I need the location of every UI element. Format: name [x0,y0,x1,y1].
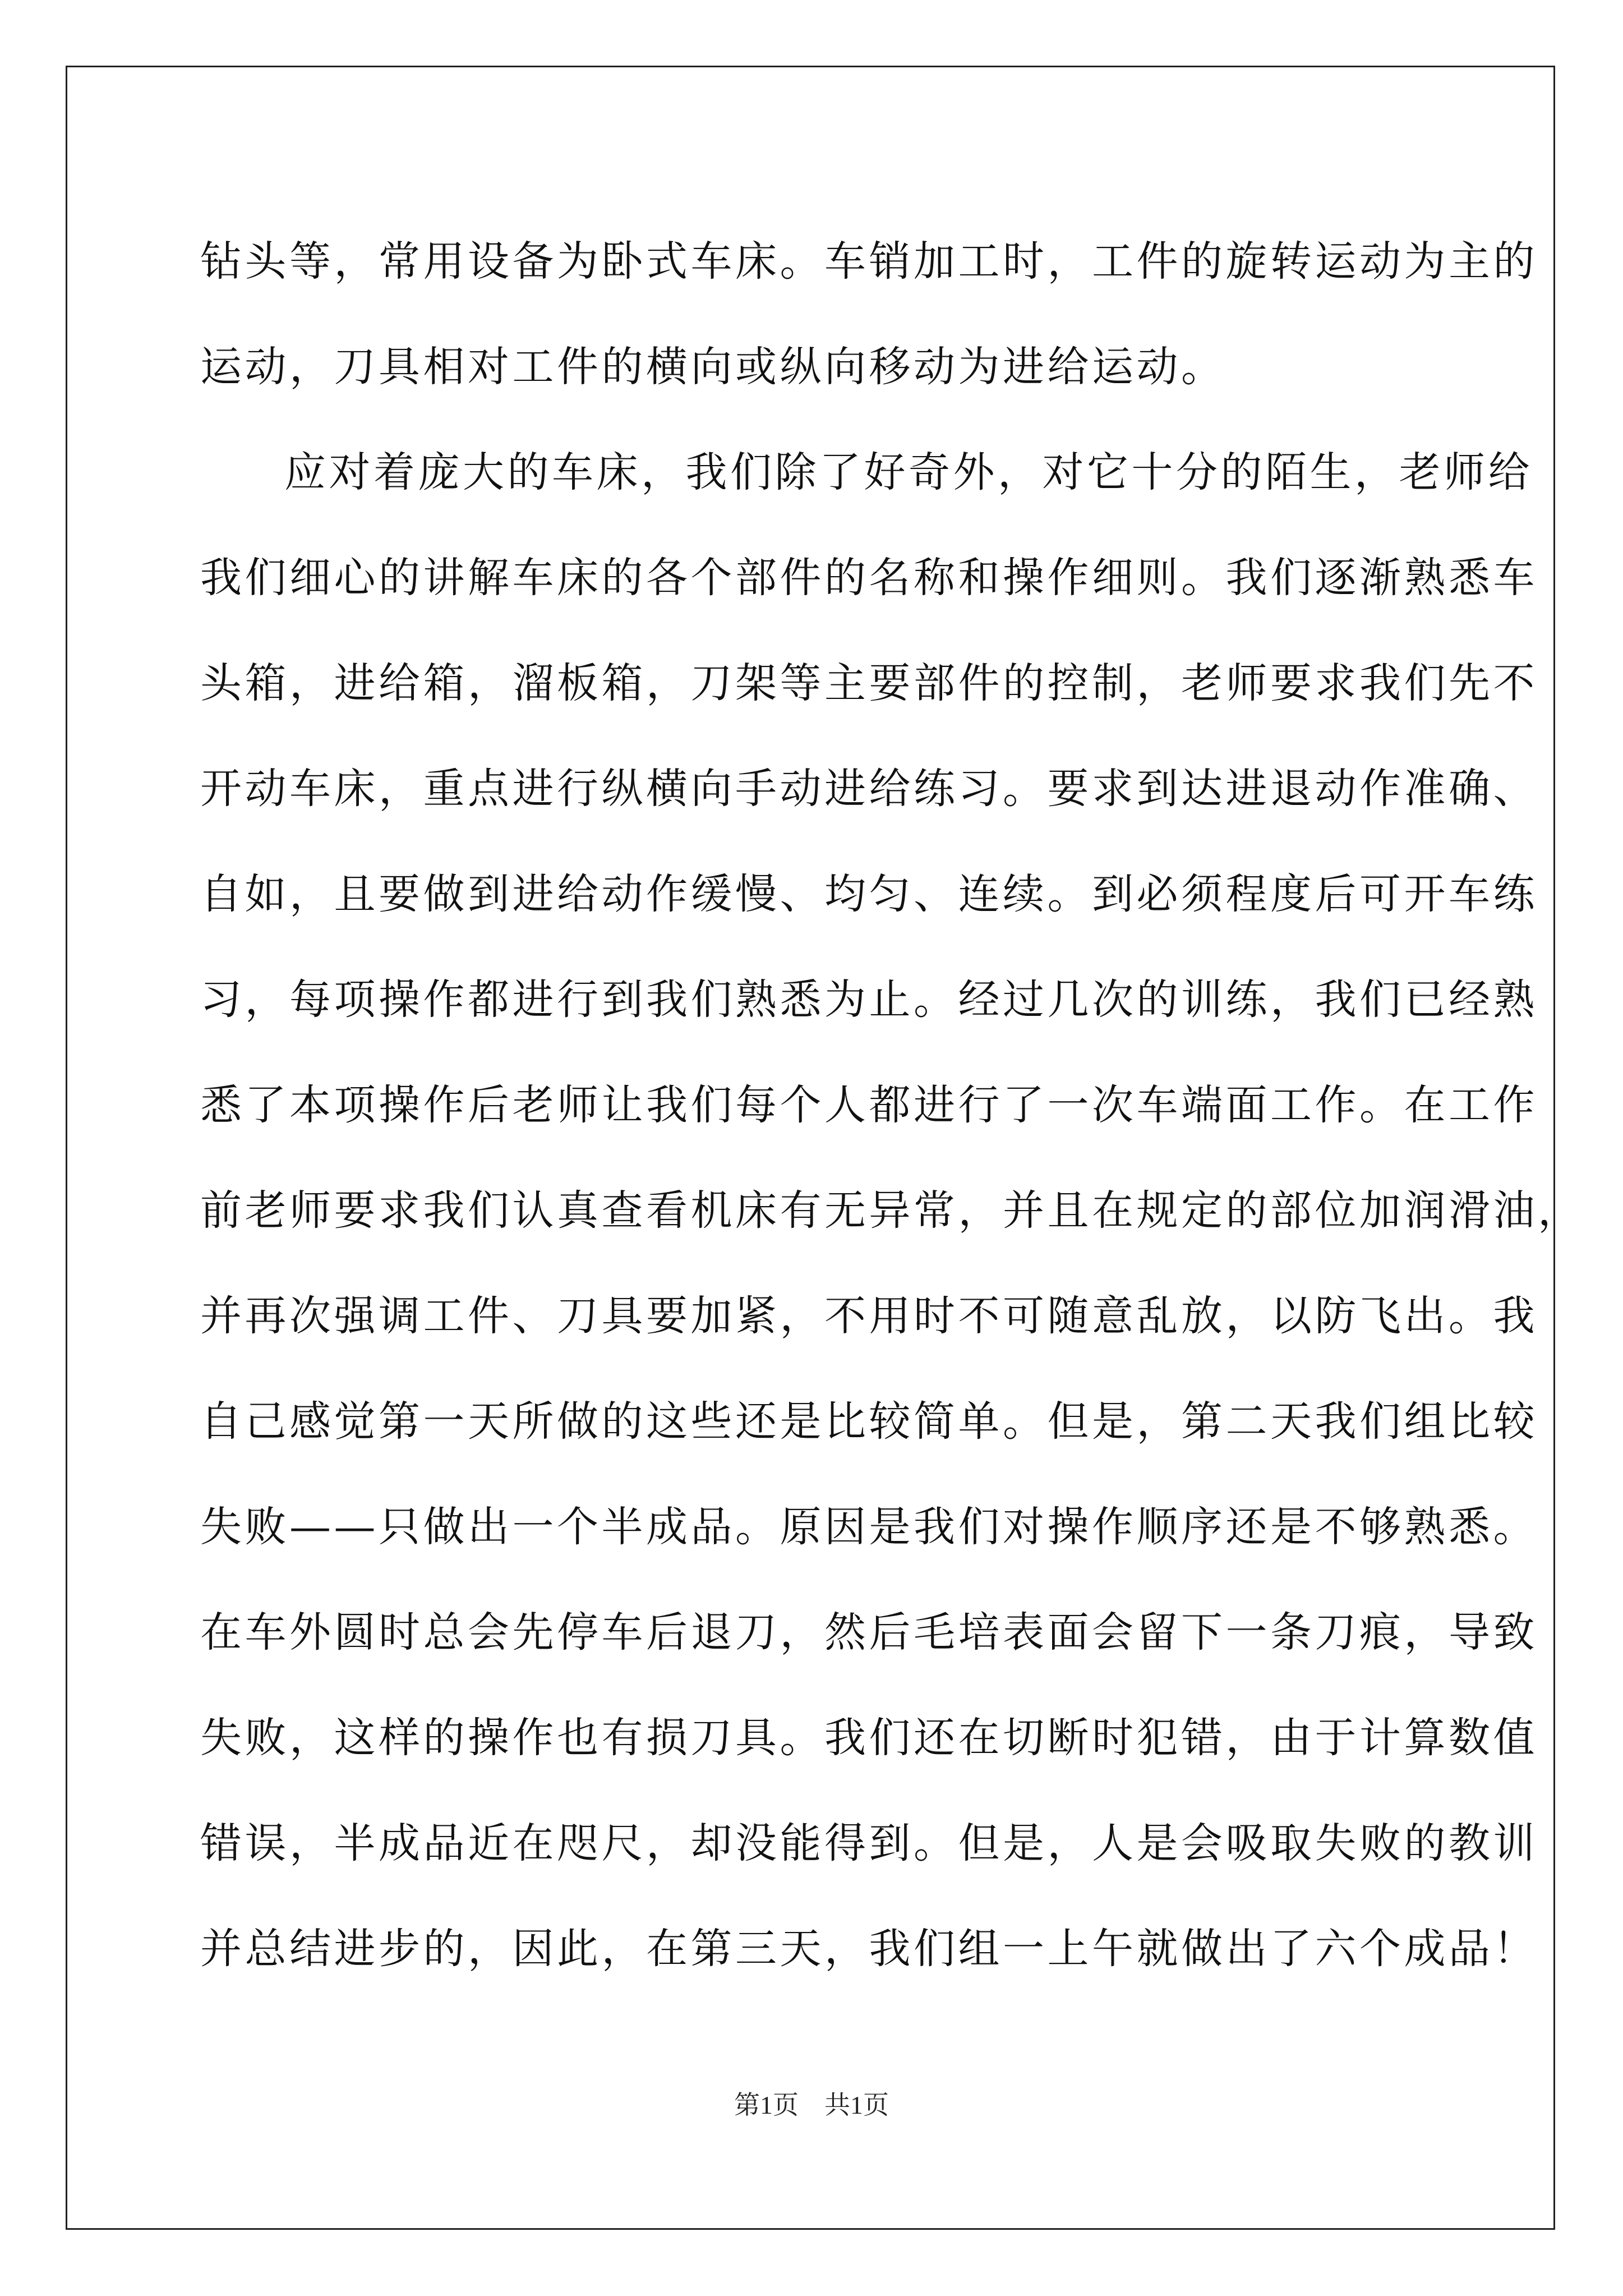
document-body [200,209,1583,2001]
text-line: 在车外圆时总会先停车后退刀，然后毛培表面会留下一条刀痕，导致 [200,1608,1538,1657]
page-number-footer: 第1页 共1页 [734,2091,889,2119]
text-line: 开动车床，重点进行纵横向手动进给练习。要求到达进退动作准确、 [200,765,1538,813]
text-line: 自己感觉第一天所做的这些还是比较简单。但是，第二天我们组比较 [200,1397,1538,1446]
text-line: 我们细心的讲解车床的各个部件的名称和操作细则。我们逐渐熟悉车 [200,554,1538,602]
text-line: 自如，且要做到进给动作缓慢、均匀、连续。到必须程度后可开车练 [200,870,1538,918]
text-line: 失败，这样的操作也有损刀具。我们还在切断时犯错，由于计算数值 [200,1714,1538,1762]
text-line: 头箱，进给箱，溜板箱，刀架等主要部件的控制，老师要求我们先不 [200,659,1538,707]
text-line: 错误，半成品近在咫尺，却没能得到。但是，人是会吸取失败的教训 [200,1819,1538,1867]
text-line: 前老师要求我们认真查看机床有无异常，并且在规定的部位加润滑油， [200,1186,1583,1235]
text-line: 悉了本项操作后老师让我们每个人都进行了一次车端面工作。在工作 [200,1081,1538,1129]
text-line: 钻头等，常用设备为卧式车床。车销加工时，工件的旋转运动为主的 [200,237,1538,286]
text-line: 失败——只做出一个半成品。原因是我们对操作顺序还是不够熟悉。 [200,1503,1538,1551]
text-line: 应对着庞大的车床，我们除了好奇外，对它十分的陌生，老师给 [284,448,1533,496]
text-line: 运动，刀具相对工件的横向或纵向移动为进给运动。 [200,343,1226,391]
text-line: 并总结进步的，因此，在第三天，我们组一上午就做出了六个成品！ [200,1925,1538,1973]
text-line: 并再次强调工件、刀具要加紧，不用时不可随意乱放，以防飞出。我 [200,1292,1538,1340]
text-line: 习，每项操作都进行到我们熟悉为止。经过几次的训练，我们已经熟 [200,976,1538,1024]
